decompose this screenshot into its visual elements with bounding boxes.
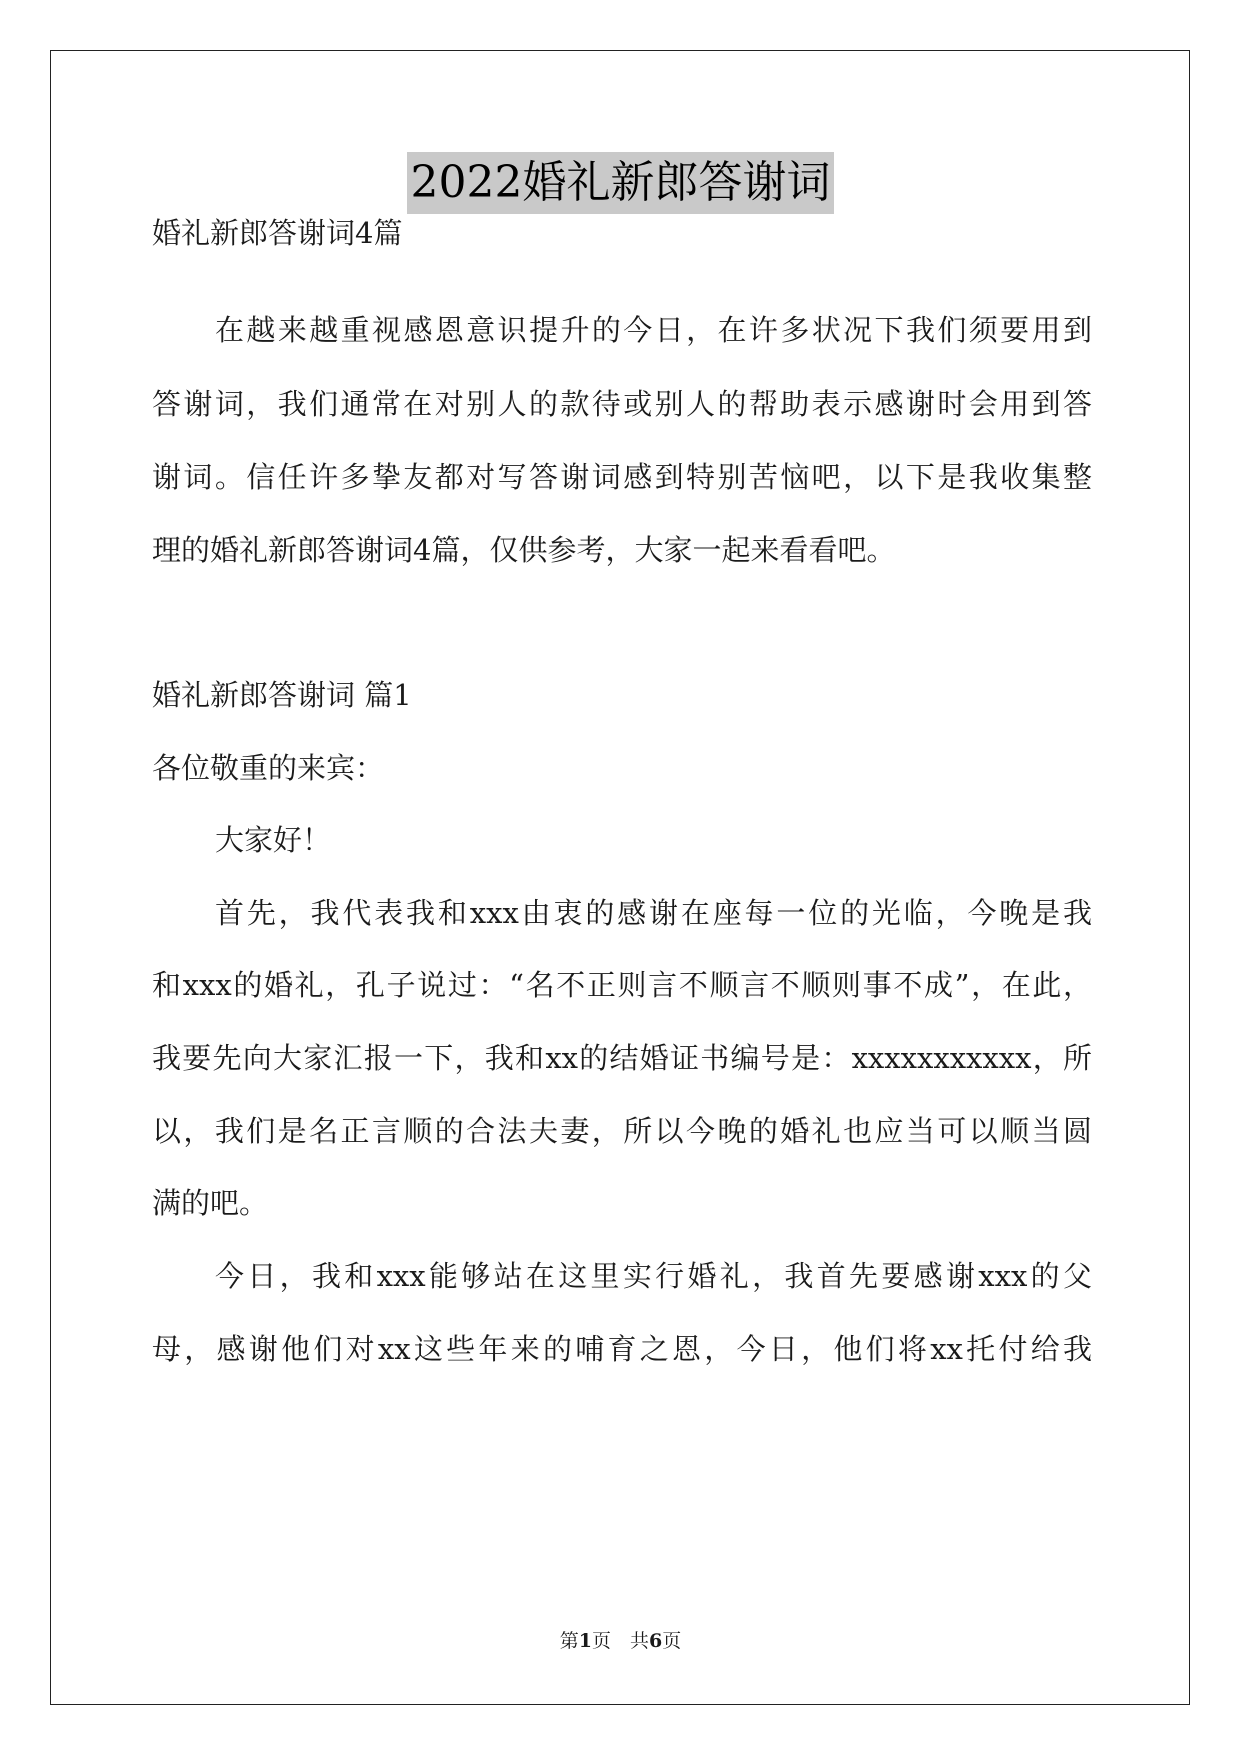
- paragraph-line: 母，感谢他们对xx这些年来的哺育之恩，今日，他们将xx托付给我: [152, 1332, 1092, 1366]
- total-page-count: 6: [649, 1630, 663, 1652]
- paragraph-line: 和xxx的婚礼，孔子说过：“名不正则言不顺言不顺则事不成”，在此，: [152, 968, 1092, 1002]
- greeting: 大家好！: [215, 823, 332, 857]
- subtitle-line: 婚礼新郎答谢词4篇: [152, 216, 403, 250]
- paragraph-line: 以，我们是名正言顺的合法夫妻，所以今晚的婚礼也应当可以顺当圆: [152, 1114, 1092, 1148]
- paragraph-line: 答谢词，我们通常在对别人的款待或别人的帮助表示感谢时会用到答: [152, 387, 1092, 421]
- paragraph-line: 谢词。信任许多挚友都对写答谢词感到特别苦恼吧，以下是我收集整: [152, 460, 1092, 494]
- paragraph-line: 我要先向大家汇报一下，我和xx的结婚证书编号是：xxxxxxxxxxx，所: [152, 1041, 1092, 1075]
- page-border: [50, 50, 1190, 1705]
- section-heading: 婚礼新郎答谢词 篇1: [152, 678, 412, 712]
- footer-mid: 页 共: [591, 1630, 649, 1652]
- footer-suffix: 页: [662, 1630, 682, 1652]
- document-title: 2022婚礼新郎答谢词: [407, 152, 835, 214]
- paragraph-line: 理的婚礼新郎答谢词4篇，仅供参考，大家一起来看看吧。: [152, 533, 896, 567]
- salutation: 各位敬重的来宾：: [152, 751, 385, 785]
- current-page-number: 1: [578, 1630, 592, 1652]
- page-footer: [0, 1628, 1241, 1654]
- title-container: [0, 152, 1241, 214]
- paragraph-line: 今日，我和xxx能够站在这里实行婚礼，我首先要感谢xxx的父: [215, 1259, 1092, 1293]
- paragraph-line: 在越来越重视感恩意识提升的今日，在许多状况下我们须要用到: [215, 313, 1092, 347]
- paragraph-line: 首先，我代表我和xxx由衷的感谢在座每一位的光临，今晚是我: [215, 896, 1092, 930]
- paragraph-line: 满的吧。: [152, 1186, 269, 1220]
- footer-prefix: 第: [559, 1630, 579, 1652]
